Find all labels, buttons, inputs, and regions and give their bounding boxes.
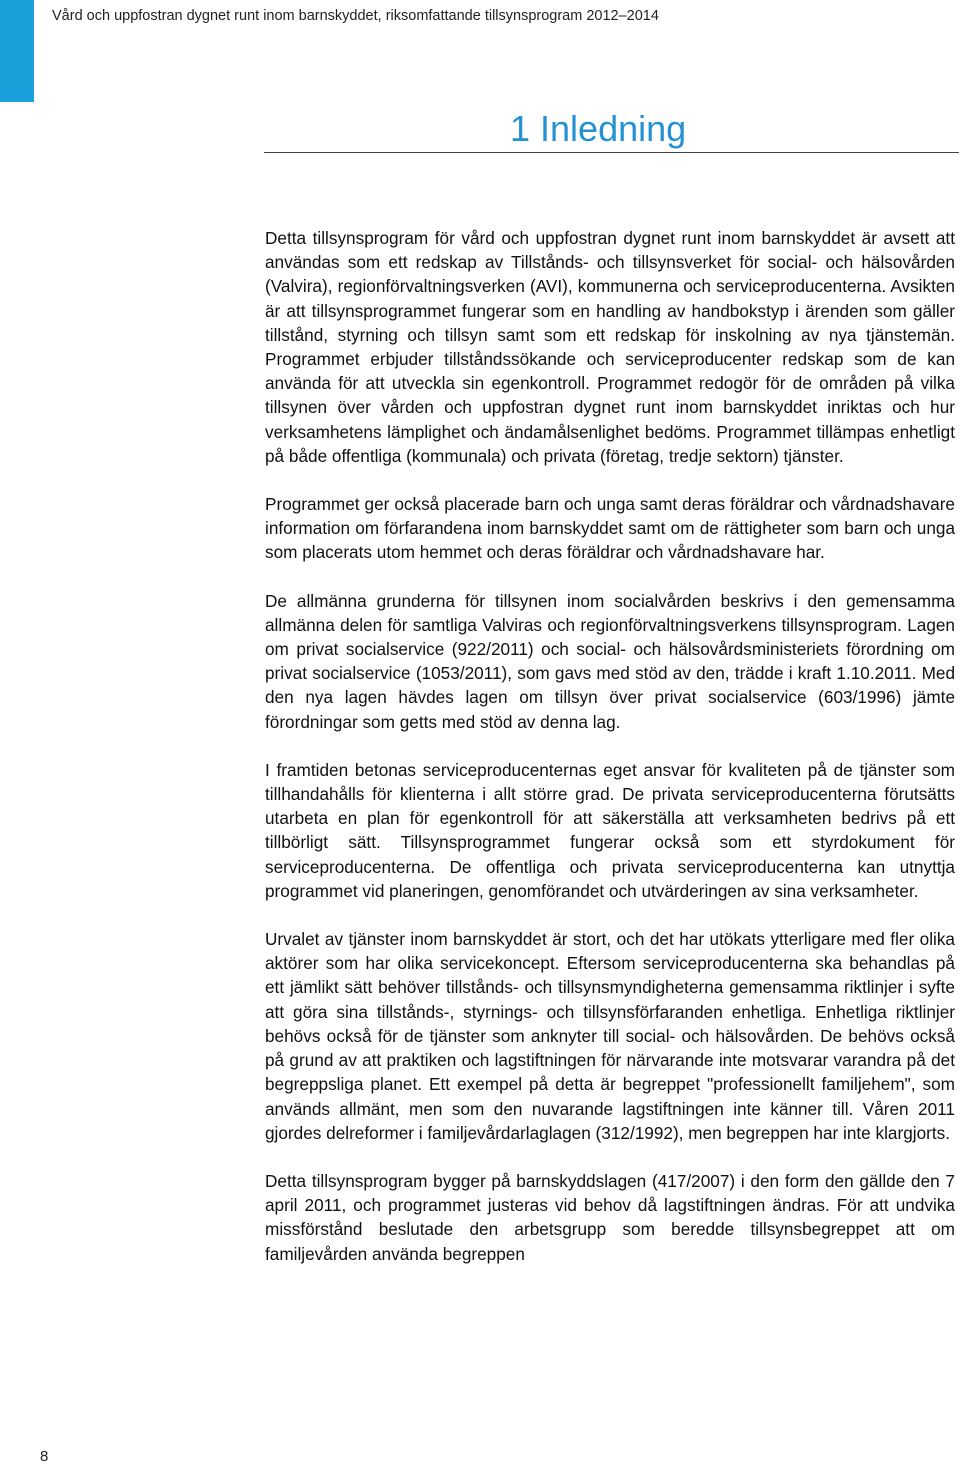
header-accent-block xyxy=(0,0,34,102)
title-divider xyxy=(264,152,959,153)
paragraph-1: Detta tillsynsprogram för vård och uppfostran dygnet runt inom barnskyddet är avsett att användas som ett redskap av Tillstånds- och tillsynsverket för social- och hälsovården (Valvira), regionförvaltningsverken (AVI), kommunerna och serviceproducenterna. Avsikten är att tillsynsprogrammet fungerar som en handling av handbokstyp i ärenden som gäller tillstånd, styrning och tillsyn samt som ett redskap för inskolning av nya tjänstemän. Programmet erbjuder tillståndssökande och serviceproducenter redskap som de kan använda för att utveckla sin egenkontroll. Programmet redogör för de områden på vilka tillsynen över vården och uppfostran dygnet runt inom barnskyddet inriktas och hur verksamhetens lämplighet och ändamålsenlighet bedöms. Programmet tillämpas enhetligt på både offentliga (kommunala) och privata (företag, tredje sektorn) tjänster. xyxy=(265,228,955,466)
paragraph-6: Detta tillsynsprogram bygger på barnskyddslagen (417/2007) i den form den gällde den 7 april 2011, och programmet justeras vid behov då lagstiftningen ändras. För att undvika missförstånd beslutade den arbetsgrupp som beredde tillsynsbegreppet att om familjevården använda begreppen xyxy=(265,1170,955,1264)
paragraph-5: Urvalet av tjänster inom barnskyddet är stort, och det har utökats ytterligare med fler olika aktörer som har olika servicekoncept. Eftersom serviceproducenterna ska behandlas på ett jämlikt sätt behöver tillstånds- och tillsynsmyndigheterna gemensamma riktlinjer i syfte att göra sina tillstånds-, styrnings- och tillsynsförfaranden enhetliga. Enhetliga riktlinjer behövs också för de tjänster som anknyter till social- och hälsovården. De behövs också på grund av att praktiken och lagstiftningen för närvarande inte motsvarar varandra på det begreppsliga planet. Ett exempel på detta är begreppet "professionellt familjehem", som används allmänt, men som den nuvarande lagstiftningen inte känner till. Våren 2011 gjordes delreformer i familjevårdarlaglagen (312/1992), men begreppen har inte klargjorts. xyxy=(265,929,955,1143)
paragraph-4: I framtiden betonas serviceproducenternas eget ansvar för kvaliteten på de tjänster som tillhandahålls för klienterna i allt större grad. De privata serviceproducenterna förutsätts utarbeta en plan för egenkontroll för att säkerställa att verksamheten bedrivs på ett tillbörligt sätt. Tillsynsprogrammet fungerar också som ett styrdokument för serviceproducenterna. De offentliga och privata serviceproducenterna kan utnyttja programmet vid planeringen, genomförandet och utvärderingen av sina verksamheter. xyxy=(265,759,955,901)
body-text xyxy=(265,226,955,1266)
paragraph-3: De allmänna grunderna för tillsynen inom socialvården beskrivs i den gemensamma allmänna delen för samtliga Valviras och regionförvaltningsverkens tillsynsprogram. Lagen om privat socialservice (922/2011) och social- och hälsovårdsministeriets förordning om privat socialservice (1053/2011), som gavs med stöd av den, trädde i kraft 1.10.2011. Med den nya lagen hävdes lagen om tillsyn över privat socialservice (603/1996) jämte förordningar som getts med stöd av denna lag. xyxy=(265,590,955,732)
chapter-title: 1 Inledning xyxy=(510,108,687,149)
running-header: Vård och uppfostran dygnet runt inom barnskyddet, riksomfattande tillsynsprogram 2012–2014 xyxy=(52,8,659,24)
page-number: 8 xyxy=(40,1448,49,1465)
paragraph-2: Programmet ger också placerade barn och unga samt deras föräldrar och vårdnadshavare information om förfarandena inom barnskyddet samt om de rättigheter som barn och unga som placerats utom hemmet och deras föräldrar och vårdnadshavare har. xyxy=(265,494,955,563)
